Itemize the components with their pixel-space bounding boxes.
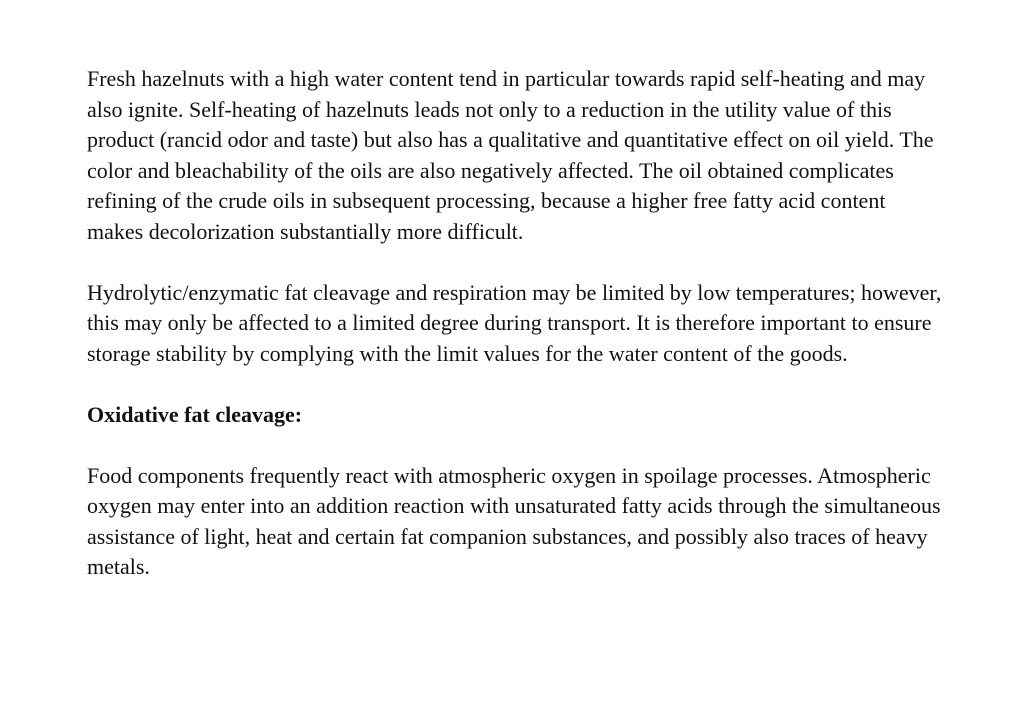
paragraph-oxidation: Food components frequently react with atmospheric oxygen in spoilage processes. Atmospheric oxygen may enter into an addition reaction with unsaturated fatty acids through the simultaneous assistance of light, heat and certain fat companion substances, and possibly also traces of heavy metals. bbox=[87, 462, 941, 579]
section-heading: Oxidative fat cleavage: bbox=[87, 401, 303, 427]
paragraph-self-heating: Fresh hazelnuts with a high water content tend in particular towards rapid self-heating and may also ignite. Self-heating of hazelnuts leads not only to a reduction in the utility value of this product (rancid odor and taste) but also has a qualitative and quantitative effect on oil yield. The color and bleachability of the oils are also negatively affected. The oil obtained complicates refining of the crude oils in subsequent processing, because a higher free fatty acid content makes decolorization substantially more difficult. bbox=[87, 66, 934, 244]
document-body bbox=[87, 64, 947, 613]
paragraph-hydrolytic-cleavage: Hydrolytic/enzymatic fat cleavage and respiration may be limited by low temperatures; however, this may only be affected to a limited degree during transport. It is therefore important to ensure storage stability by complying with the limit values for the water content of the goods. bbox=[87, 279, 942, 366]
